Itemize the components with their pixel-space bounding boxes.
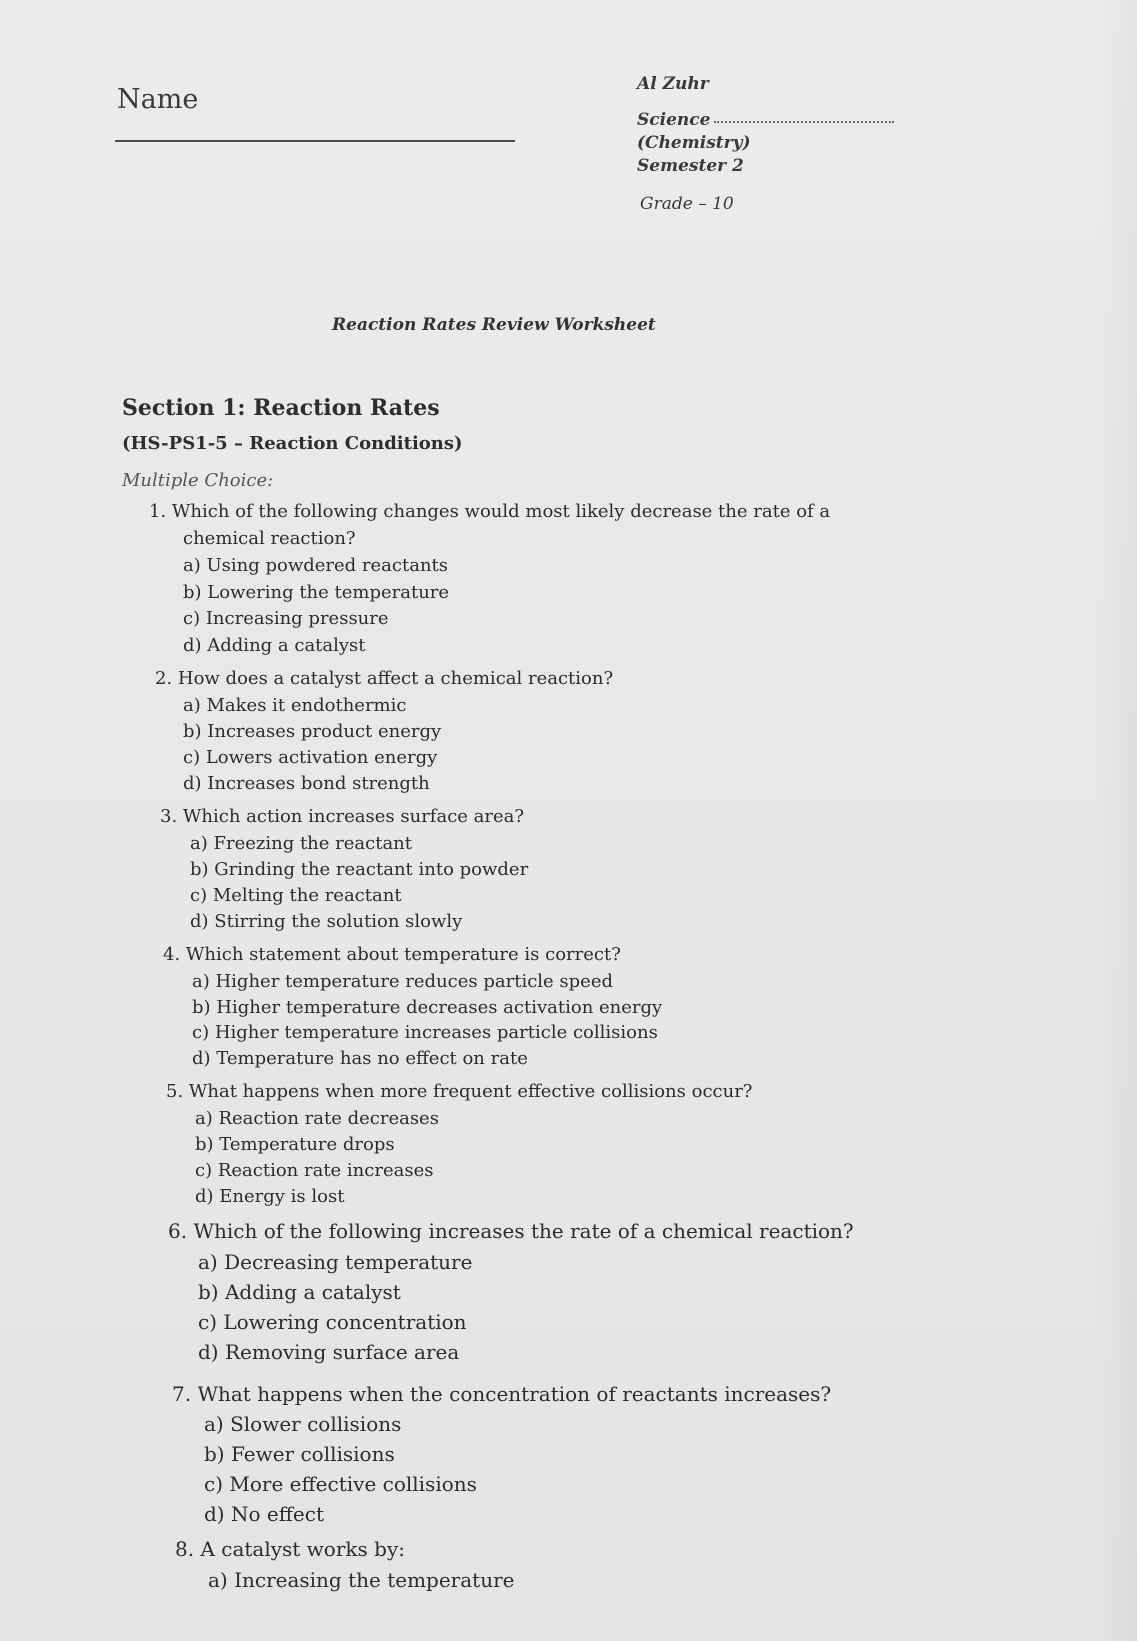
question-stem-continued: chemical reaction? [183, 528, 356, 549]
answer-option: b) Lowering the temperature [183, 582, 450, 603]
question-stem: 7. What happens when the concentration of reactants increases? [172, 1382, 832, 1406]
answer-option: a) Freezing the reactant [190, 833, 413, 854]
answer-option: a) Slower collisions [204, 1412, 402, 1436]
answer-option: a) Decreasing temperature [198, 1250, 473, 1274]
teacher-name: Al Zuhr [637, 74, 709, 94]
answer-option: b) Higher temperature decreases activation energy [192, 997, 663, 1018]
name-label: Name [117, 84, 199, 115]
question-stem: 6. Which of the following increases the rate of a chemical reaction? [168, 1219, 854, 1243]
question-stem: 4. Which statement about temperature is correct? [163, 944, 621, 965]
answer-option: d) Increases bond strength [183, 773, 430, 794]
answer-option: a) Increasing the temperature [208, 1568, 515, 1592]
question-stem: 5. What happens when more frequent effective collisions occur? [166, 1081, 753, 1102]
answer-option: d) Adding a catalyst [183, 635, 366, 656]
answer-option: d) Removing surface area [198, 1340, 460, 1364]
answer-option: a) Reaction rate decreases [195, 1108, 439, 1129]
section-title: Section 1: Reaction Rates [122, 395, 440, 421]
answer-option: c) Lowers activation energy [183, 747, 438, 768]
answer-option: d) Temperature has no effect on rate [192, 1048, 528, 1069]
answer-option: a) Makes it endothermic [183, 695, 407, 716]
answer-option: b) Increases product energy [183, 721, 442, 742]
question-stem: 1. Which of the following changes would most likely decrease the rate of a [149, 501, 831, 522]
answer-option: d) No effect [204, 1502, 324, 1526]
question-stem: 8. A catalyst works by: [175, 1537, 405, 1561]
answer-option: c) Increasing pressure [183, 608, 389, 629]
answer-option: c) Lowering concentration [198, 1310, 467, 1334]
standard-label: (HS-PS1-5 – Reaction Conditions) [122, 433, 463, 454]
worksheet-title: Reaction Rates Review Worksheet [332, 315, 656, 335]
answer-option: d) Stirring the solution slowly [190, 911, 463, 932]
answer-option: c) Higher temperature increases particle collisions [192, 1022, 658, 1043]
answer-option: b) Adding a catalyst [198, 1280, 401, 1304]
course-label: (Chemistry) [637, 133, 751, 153]
handwritten-scribble [714, 118, 894, 123]
subject-text: Science [637, 110, 711, 130]
multiple-choice-label: Multiple Choice: [122, 470, 274, 491]
question-stem: 2. How does a catalyst affect a chemical reaction? [155, 668, 614, 689]
answer-option: c) Melting the reactant [190, 885, 402, 906]
question-stem: 3. Which action increases surface area? [160, 806, 525, 827]
grade-label: Grade – 10 [640, 194, 734, 214]
answer-option: a) Higher temperature reduces particle speed [192, 971, 614, 992]
semester-label: Semester 2 [637, 156, 744, 176]
answer-option: b) Fewer collisions [204, 1442, 395, 1466]
answer-option: d) Energy is lost [195, 1186, 345, 1207]
answer-option: b) Temperature drops [195, 1134, 395, 1155]
answer-option: c) More effective collisions [204, 1472, 477, 1496]
subject-label [637, 110, 894, 130]
name-line [115, 140, 515, 142]
answer-option: a) Using powdered reactants [183, 555, 449, 576]
answer-option: c) Reaction rate increases [195, 1160, 434, 1181]
answer-option: b) Grinding the reactant into powder [190, 859, 529, 880]
